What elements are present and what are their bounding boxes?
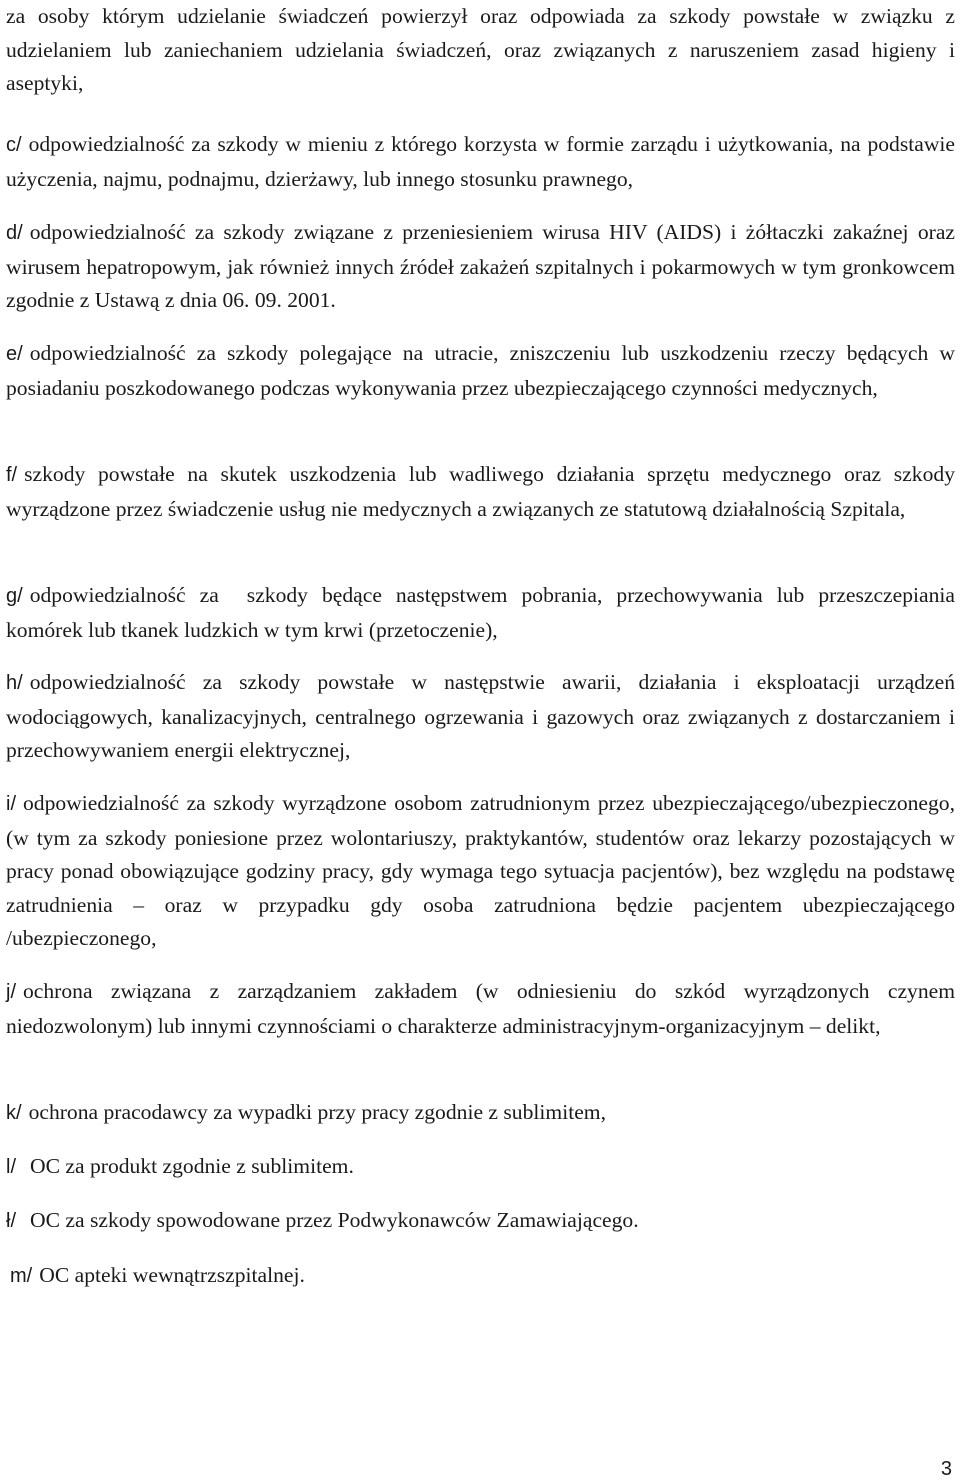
- item-text: odpowiedzialność za szkody wyrządzone osobom zatrudnionym przez ubezpieczającego/ubezpieczonego, (w tym za szkody poniesione przez wolontariuszy, praktykantów, studentów oraz lekarzy pozostających w pracy ponad obowiązujące godziny pracy, gdy wymaga tego sytuacja pacjentów), bez względu na podstawę zatrudnienia – oraz w przypadku gdy osoba zatrudniona będzie pacjentem ubezpieczającego /ubezpieczonego,: [6, 791, 955, 950]
- item-label: l/: [6, 1156, 16, 1178]
- list-item-h: [6, 666, 955, 768]
- item-text: ochrona związana z zarządzaniem zakładem (w odniesieniu do szkód wyrządzonych czynem niedozwolonym) lub innymi czynnościami o charakterze administracyjnym-organizacyjnym – delikt,: [6, 979, 955, 1038]
- list-item-l-stroke: [6, 1204, 955, 1239]
- item-text: odpowiedzialność za szkody powstałe w następstwie awarii, działania i eksploatacji urządzeń wodociągowych, kanalizacyjnych, centralnego ogrzewania i gazowych oraz związanych z dostarczaniem i przechowywaniem energii elektrycznej,: [6, 670, 955, 762]
- item-label: h/: [6, 672, 23, 694]
- list-item-f: [6, 458, 955, 526]
- item-text: szkody powstałe na skutek uszkodzenia lub wadliwego działania sprzętu medycznego oraz szkody wyrządzone przez świadczenie usług nie medycznych a związanych ze statutową działalnością Szpitala,: [6, 462, 955, 521]
- list-item-m: [10, 1259, 959, 1294]
- item-text: ochrona pracodawcy za wypadki przy pracy zgodnie z sublimitem,: [28, 1100, 606, 1124]
- item-text: OC za produkt zgodnie z sublimitem.: [30, 1154, 354, 1178]
- list-item-e: [6, 337, 955, 405]
- continuation-paragraph: [6, 0, 955, 101]
- list-item-j: [6, 975, 955, 1043]
- item-text: odpowiedzialność za szkody w mieniu z którego korzysta w formie zarządu i użytkowania, na podstawie użyczenia, najmu, podnajmu, dzierżawy, lub innego stosunku prawnego,: [6, 132, 955, 191]
- item-label: j/: [6, 981, 16, 1003]
- item-text: odpowiedzialność za szkody będące następstwem pobrania, przechowywania lub przeszczepiania komórek lub tkanek ludzkich w tym krwi (przetoczenie),: [6, 583, 960, 642]
- item-text: OC apteki wewnątrzszpitalnej.: [39, 1263, 305, 1287]
- item-label: d/: [6, 222, 23, 244]
- item-label: i/: [6, 793, 16, 815]
- item-label: e/: [6, 343, 23, 365]
- item-text: odpowiedzialność za szkody polegające na utracie, zniszczeniu lub uszkodzeniu rzeczy będących w posiadaniu poszkodowanego podczas wykonywania przez ubezpieczającego czynności medycznych,: [6, 341, 955, 400]
- list-item-k: [6, 1096, 955, 1131]
- item-text: odpowiedzialność za szkody związane z przeniesieniem wirusa HIV (AIDS) i żółtaczki zakaźnej oraz wirusem hepatropowym, jak również innych źródeł zakażeń szpitalnych i pokarmowych w tym gronkowcem zgodnie z Ustawą z dnia 06. 09. 2001.: [6, 220, 955, 312]
- list-item-l: [6, 1150, 955, 1185]
- item-label: f/: [6, 464, 18, 486]
- paragraph-text: za osoby którym udzielanie świadczeń powierzył oraz odpowiada za szkody powstałe w związku z udzielaniem lub zaniechaniem udzielania świadczeń, oraz związanych z naruszeniem zasad higieny i aseptyki,: [6, 4, 955, 95]
- item-label: m/: [10, 1265, 33, 1287]
- list-item-d: [6, 216, 955, 318]
- page-number: 3: [940, 1458, 952, 1480]
- item-text: OC za szkody spowodowane przez Podwykonawców Zamawiającego.: [30, 1208, 639, 1232]
- item-label: g/: [6, 585, 23, 607]
- list-item-i: [6, 787, 955, 956]
- item-label: ł/: [6, 1210, 16, 1232]
- item-label: k/: [6, 1102, 22, 1124]
- list-item-g: [6, 579, 960, 647]
- list-item-c: [6, 128, 955, 196]
- item-label: c/: [6, 134, 22, 156]
